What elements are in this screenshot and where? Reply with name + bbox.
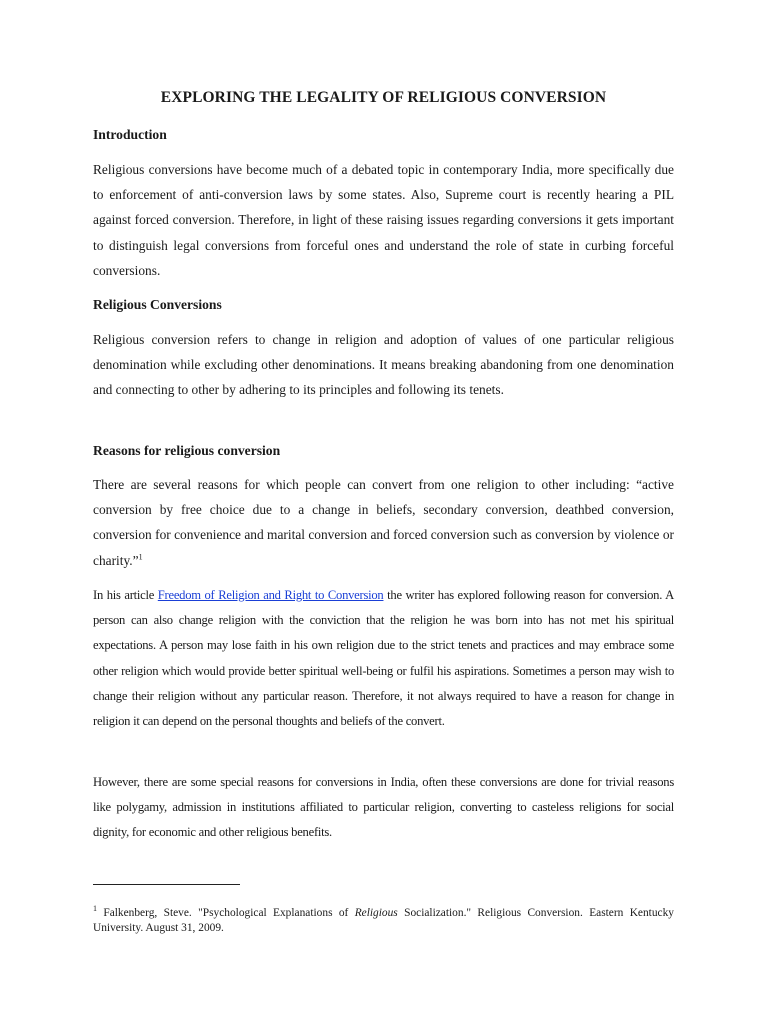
document-title: EXPLORING THE LEGALITY OF RELIGIOUS CONVERSION [160,89,607,106]
footnote-text-tail: Socialization." Religious Conversion. Eastern Kentucky University. August 31, 2009. [93,907,674,934]
footnote-marker: 1 [93,904,97,914]
footnote [93,906,674,936]
paragraph-religious-conversions: Religious conversion refers to change in religion and adoption of values of one particular religious denomination while excluding other denominations. It means breaking abandoning from one denomination and connecting to other by adhering to its principles and following its tenets. [93,332,674,398]
paragraph-reasons-1-text: There are several reasons for which people can convert from one religion to other including: “active conversion by free choice due to a change in beliefs, secondary conversion, deathbed conversion, conversion for convenience and marital conversion and forced conversion such as conversion by violence or charity.” [93,477,674,568]
article-link[interactable]: Freedom of Religion and Right to Conversion [157,588,384,602]
footnote-separator [93,884,240,885]
heading-religious-conversions: Religious Conversions [93,297,222,312]
paragraph-introduction: Religious conversions have become much of a debated topic in contemporary India, more specifically due to enforcement of anti-conversion laws by some states. Also, Supreme court is recently hearing a PIL against forced conversion. Therefore, in light of these raising issues regarding conversions it gets important to distinguish legal conversions from forceful ones and understand the role of state in curbing forceful conversions. [93,162,674,278]
footnote-text-lead: Falkenberg, Steve. "Psychological Explanations of [97,907,355,919]
paragraph-reasons-3: However, there are some special reasons for conversions in India, often these conversions are done for trivial reasons like polygamy, admission in institutions affiliated to particular religion, converting to casteless religions for social dignity, for economic and other religious benefits. [93,775,674,840]
paragraph-reasons-2-lead: In his article [93,588,158,602]
paragraph-reasons-2-body: the writer has explored following reason for conversion. A person can also change religion with the conviction that the religion he was born into has not met his spiritual expectations. A person may lose faith in his own religion due to the strict tenets and practices and may embrace some other religion which would provide better spiritual well-being or fulfil his aspirations. Sometimes a person may wish to change their religion without any particular reason. Therefore, it not always required to have a reason for change in religion it can depend on the personal thoughts and beliefs of the convert. [93,588,674,729]
footnote-italic: Religious [354,907,398,919]
heading-reasons: Reasons for religious conversion [93,443,281,458]
footnote-ref[interactable]: 1 [138,552,143,562]
paragraph-reasons-1 [93,472,674,573]
paragraph-reasons-2 [93,583,674,734]
heading-introduction: Introduction [93,127,167,142]
